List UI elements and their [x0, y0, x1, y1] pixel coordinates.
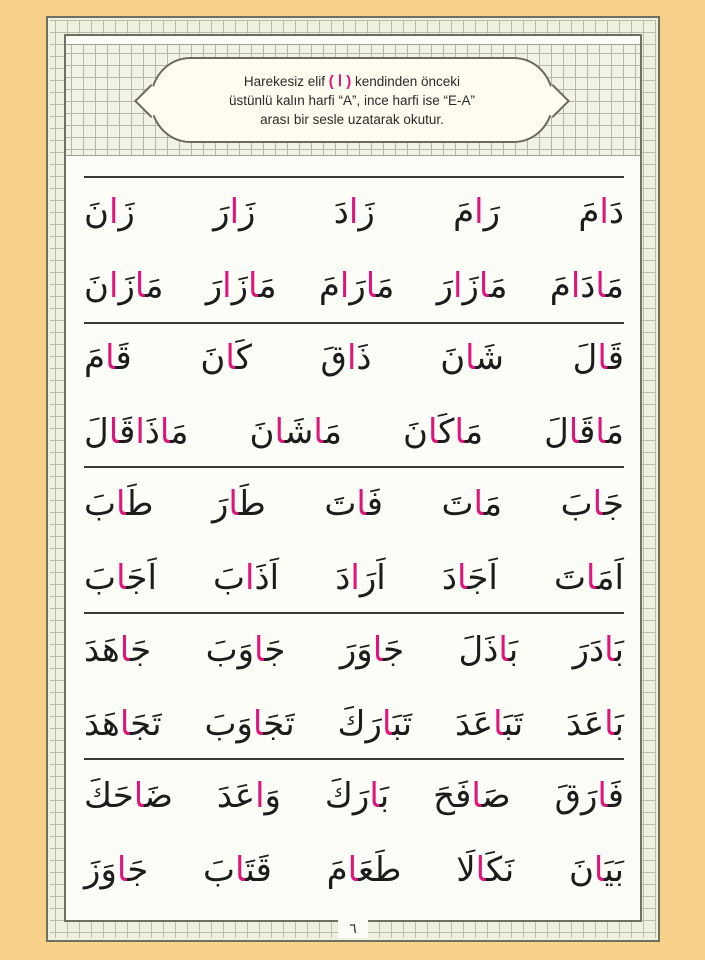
letter-group: مَ	[605, 266, 624, 306]
letter-group: زَ	[239, 192, 256, 232]
letter-group: نَ	[200, 338, 226, 378]
long-vowel-alif: ا	[346, 338, 357, 378]
instruction-line3: arası bir sesle uzatarak okutur.	[260, 111, 444, 127]
long-vowel-alif: ا	[225, 338, 236, 378]
word-row	[84, 402, 624, 462]
long-vowel-alif: ا	[108, 266, 119, 306]
long-vowel-alif: ا	[356, 484, 367, 524]
letter-group: مَ	[326, 850, 348, 890]
letter-group: تَجَ	[263, 704, 295, 744]
long-vowel-alif: ا	[254, 630, 265, 670]
letter-group: لَ	[572, 338, 598, 378]
letter-group: تَبَ	[392, 704, 413, 744]
letter-group: جَ	[383, 630, 405, 670]
long-vowel-alif: ا	[604, 630, 615, 670]
letter-group: حَكَ	[84, 776, 134, 816]
letter-group: ذَ	[144, 412, 160, 452]
letter-group: بَ	[614, 630, 624, 670]
letter-group: ضَ	[144, 776, 173, 816]
letter-group: تَ	[441, 484, 474, 524]
letter-group: عَدَ	[454, 704, 494, 744]
arabic-word	[321, 328, 372, 388]
long-vowel-alif: ا	[597, 338, 608, 378]
letter-group: بَ	[560, 484, 593, 524]
arabic-word	[84, 620, 151, 680]
long-vowel-alif: ا	[108, 412, 120, 452]
long-vowel-alif: ا	[474, 192, 484, 232]
instruction-cartouche	[150, 57, 554, 143]
arabic-word	[440, 328, 504, 388]
word-row	[84, 766, 624, 826]
arabic-word	[213, 548, 279, 608]
long-vowel-alif: ا	[454, 412, 465, 452]
long-vowel-alif: ا	[228, 484, 239, 524]
arabic-word	[203, 840, 272, 900]
arabic-word	[338, 694, 413, 754]
letter-group: عَدَ	[216, 776, 256, 816]
long-vowel-alif: ا	[592, 484, 603, 524]
arabic-word	[84, 840, 148, 900]
instruction-text	[229, 72, 475, 129]
long-vowel-alif: ا	[372, 630, 384, 670]
arabic-word	[441, 474, 502, 534]
arabic-word	[433, 766, 510, 826]
letter-group: رَ	[205, 266, 223, 306]
letter-group: مَ	[170, 412, 189, 452]
letter-group: نَ	[568, 850, 594, 890]
arabic-word	[84, 402, 189, 462]
arabic-word	[437, 256, 508, 316]
arabic-word	[212, 474, 266, 534]
arabic-word	[217, 766, 281, 826]
long-vowel-alif: ا	[252, 704, 264, 744]
long-vowel-alif: ا	[599, 192, 609, 232]
long-vowel-alif: ا	[348, 192, 359, 232]
arabic-word	[544, 402, 624, 462]
arabic-word	[84, 328, 132, 388]
letter-group: اَرَ	[359, 558, 386, 598]
arabic-word	[206, 256, 277, 316]
letter-group: زَ	[118, 266, 135, 306]
letter-group: فَ	[366, 484, 383, 524]
letter-group: شَ	[284, 412, 314, 452]
letter-group: دَرَ	[572, 630, 605, 670]
letter-group: ذَلَ	[458, 630, 499, 670]
arabic-word	[403, 402, 483, 462]
letter-group: دَ	[580, 266, 596, 306]
long-vowel-alif: ا	[493, 704, 504, 744]
letter-group: زَ	[118, 192, 135, 232]
section-divider	[84, 176, 624, 178]
letter-group: مَ	[318, 266, 340, 306]
arabic-word	[453, 182, 500, 242]
arabic-word	[206, 620, 286, 680]
long-vowel-alif: ا	[235, 850, 246, 890]
letter-group: زَ	[462, 266, 479, 306]
long-vowel-alif: ا	[119, 630, 131, 670]
long-vowel-alif: ا	[350, 558, 360, 598]
letter-group: مَ	[489, 266, 508, 306]
long-vowel-alif: ا	[471, 776, 482, 816]
letter-group: قَ	[119, 412, 136, 452]
letter-group: قَتَ	[245, 850, 272, 890]
letter-group: تَ	[553, 558, 586, 598]
letter-group: فَ	[607, 776, 624, 816]
letter-group: نَكَ	[485, 850, 515, 890]
long-vowel-alif: ا	[133, 776, 145, 816]
instruction-line1-start: Harekesiz elif	[243, 73, 329, 89]
long-vowel-alif: ا	[595, 266, 606, 306]
letter-group: بَ	[84, 558, 117, 598]
long-vowel-alif: ا	[593, 850, 605, 890]
letter-group: مَ	[145, 266, 164, 306]
letter-group: تَجَ	[130, 704, 162, 744]
letter-group: نَ	[440, 338, 466, 378]
arabic-word	[569, 840, 624, 900]
letter-group: بَ	[84, 484, 117, 524]
long-vowel-alif: ا	[339, 266, 350, 306]
arabic-word	[84, 256, 163, 316]
arabic-word	[213, 182, 255, 242]
arabic-word	[84, 548, 157, 608]
long-vowel-alif: ا	[473, 484, 484, 524]
long-vowel-alif: ا	[159, 412, 171, 452]
letter-group: رَ	[483, 192, 501, 232]
letter-group: رَ	[211, 484, 229, 524]
letter-group: بَ	[614, 704, 624, 744]
letter-group: دَ	[608, 192, 624, 232]
letter-group: اَجَ	[126, 558, 157, 598]
letter-group: مَ	[84, 338, 106, 378]
letter-group: لَا	[456, 850, 476, 890]
word-row	[84, 840, 624, 900]
letter-group: رَ	[213, 192, 230, 232]
letter-group: طَ	[126, 484, 154, 524]
long-vowel-alif: ا	[135, 412, 145, 452]
letter-group: وَبَ	[204, 704, 253, 744]
arabic-word	[334, 182, 375, 242]
letter-group: مَ	[376, 266, 395, 306]
long-vowel-alif: ا	[427, 412, 439, 452]
letter-group: جَ	[602, 484, 624, 524]
long-vowel-alif: ا	[116, 484, 127, 524]
letter-group: وَبَ	[205, 630, 255, 670]
letter-group: نَ	[402, 412, 428, 452]
page-number: ٦	[338, 920, 368, 938]
word-row	[84, 474, 624, 534]
letter-group: دَ	[441, 558, 457, 598]
section-divider	[84, 322, 624, 324]
letter-group: زَ	[231, 266, 248, 306]
letter-group: بَ	[203, 850, 236, 890]
long-vowel-alif: ا	[381, 704, 393, 744]
letter-group: مَ	[483, 484, 503, 524]
long-vowel-alif: ا	[585, 558, 597, 598]
letter-group: كَ	[235, 338, 252, 378]
letter-group: دَ	[335, 558, 351, 598]
letter-group: شَ	[475, 338, 505, 378]
letter-group: بَ	[508, 630, 519, 670]
letter-group: رَكَ	[324, 776, 370, 816]
arabic-word	[573, 620, 624, 680]
word-row	[84, 548, 624, 608]
long-vowel-alif: ا	[478, 266, 490, 306]
letter-group: مَ	[578, 192, 600, 232]
letter-group: اَذَ	[254, 558, 280, 598]
letter-group: وَرَ	[339, 630, 373, 670]
arabic-word	[442, 548, 498, 608]
section-divider	[84, 466, 624, 468]
word-row	[84, 328, 624, 388]
letter-group: كَ	[438, 412, 455, 452]
long-vowel-alif: ا	[245, 558, 255, 598]
arabic-word	[324, 474, 383, 534]
letter-group: مَ	[453, 192, 475, 232]
letter-group: مَ	[605, 412, 624, 452]
letter-group: جَ	[130, 630, 152, 670]
long-vowel-alif: ا	[347, 850, 359, 890]
letter-group: تَبَ	[503, 704, 524, 744]
long-vowel-alif: ا	[248, 266, 259, 306]
long-vowel-alif: ا	[229, 192, 240, 232]
letter-group: رَ	[349, 266, 366, 306]
instruction-line2: üstünlü kalın harfi “A”, ince harfi ise “E-A”	[228, 92, 476, 108]
long-vowel-alif: ا	[134, 266, 146, 306]
letter-group: فَحَ	[433, 776, 472, 816]
letter-group: بَ	[213, 558, 246, 598]
letter-group: لَ	[84, 412, 109, 452]
arabic-word	[550, 256, 624, 316]
letter-group: بَيَ	[604, 850, 624, 890]
arabic-word	[200, 328, 252, 388]
section-divider	[84, 612, 624, 614]
letter-group: وَ	[264, 776, 281, 816]
letter-group: طَعَ	[358, 850, 402, 890]
long-vowel-alif: ا	[116, 558, 127, 598]
long-vowel-alif: ا	[313, 412, 324, 452]
long-vowel-alif: ا	[222, 266, 232, 306]
letter-group: قَ	[579, 412, 596, 452]
arabic-word	[327, 840, 402, 900]
arabic-word	[561, 474, 624, 534]
long-vowel-alif: ا	[604, 704, 615, 744]
letter-group: مَ	[258, 266, 277, 306]
letter-group: نَ	[249, 412, 275, 452]
long-vowel-alif: ا	[595, 412, 606, 452]
letter-group: قَ	[320, 338, 347, 378]
word-row	[84, 694, 624, 754]
letter-group: قَ	[115, 338, 132, 378]
letter-group: وَزَ	[84, 850, 117, 890]
long-vowel-alif: ا	[365, 266, 377, 306]
arabic-word	[204, 694, 294, 754]
letter-group: زَ	[358, 192, 375, 232]
letter-group: جَ	[264, 630, 286, 670]
long-vowel-alif: ا	[116, 850, 128, 890]
long-vowel-alif: ا	[453, 266, 463, 306]
letter-group: جَ	[127, 850, 149, 890]
arabic-word	[340, 620, 404, 680]
alif-symbol: ( ا )	[328, 72, 352, 90]
letter-group: رَ	[436, 266, 454, 306]
arabic-word	[455, 694, 523, 754]
instruction-line1-end: kendinden önceki	[351, 73, 461, 89]
letter-group: ذَ	[356, 338, 372, 378]
word-row	[84, 620, 624, 680]
long-vowel-alif: ا	[498, 630, 509, 670]
long-vowel-alif: ا	[255, 776, 265, 816]
long-vowel-alif: ا	[119, 704, 131, 744]
letter-group: تَ	[324, 484, 357, 524]
long-vowel-alif: ا	[105, 338, 116, 378]
arabic-word	[250, 402, 342, 462]
letter-group: اَجَ	[467, 558, 498, 598]
long-vowel-alif: ا	[570, 266, 581, 306]
letter-group: صَ	[481, 776, 511, 816]
arabic-word	[456, 840, 514, 900]
letter-group: هَدَ	[84, 630, 120, 670]
arabic-word	[84, 694, 162, 754]
letter-group: مَ	[464, 412, 484, 452]
arabic-word	[578, 182, 624, 242]
long-vowel-alif: ا	[108, 192, 119, 232]
long-vowel-alif: ا	[597, 776, 608, 816]
arabic-word	[573, 328, 624, 388]
arabic-word	[554, 548, 624, 608]
letter-group: قَ	[607, 338, 624, 378]
arabic-word	[84, 474, 153, 534]
long-vowel-alif: ا	[475, 850, 486, 890]
letter-group: رَقَ	[554, 776, 598, 816]
arabic-word	[84, 766, 173, 826]
letter-group: نَ	[84, 266, 109, 306]
word-row	[84, 182, 624, 242]
letter-group: دَ	[333, 192, 349, 232]
arabic-word	[566, 694, 624, 754]
arabic-word	[555, 766, 624, 826]
letter-group: بَ	[379, 776, 390, 816]
arabic-word	[319, 256, 395, 316]
letter-group: هَدَ	[84, 704, 120, 744]
letter-group: مَ	[549, 266, 571, 306]
long-vowel-alif: ا	[274, 412, 285, 452]
letter-group: عَدَ	[566, 704, 605, 744]
letter-group: نَ	[84, 192, 109, 232]
section-divider	[84, 758, 624, 760]
letter-group: اَمَ	[596, 558, 624, 598]
letter-group: مَ	[323, 412, 342, 452]
word-row	[84, 256, 624, 316]
long-vowel-alif: ا	[568, 412, 580, 452]
arabic-word	[325, 766, 389, 826]
long-vowel-alif: ا	[465, 338, 476, 378]
letter-group: لَ	[544, 412, 569, 452]
letter-group: رَكَ	[337, 704, 382, 744]
long-vowel-alif: ا	[456, 558, 468, 598]
arabic-word	[84, 182, 135, 242]
long-vowel-alif: ا	[369, 776, 380, 816]
letter-group: طَ	[238, 484, 266, 524]
arabic-word	[459, 620, 519, 680]
arabic-word	[335, 548, 385, 608]
